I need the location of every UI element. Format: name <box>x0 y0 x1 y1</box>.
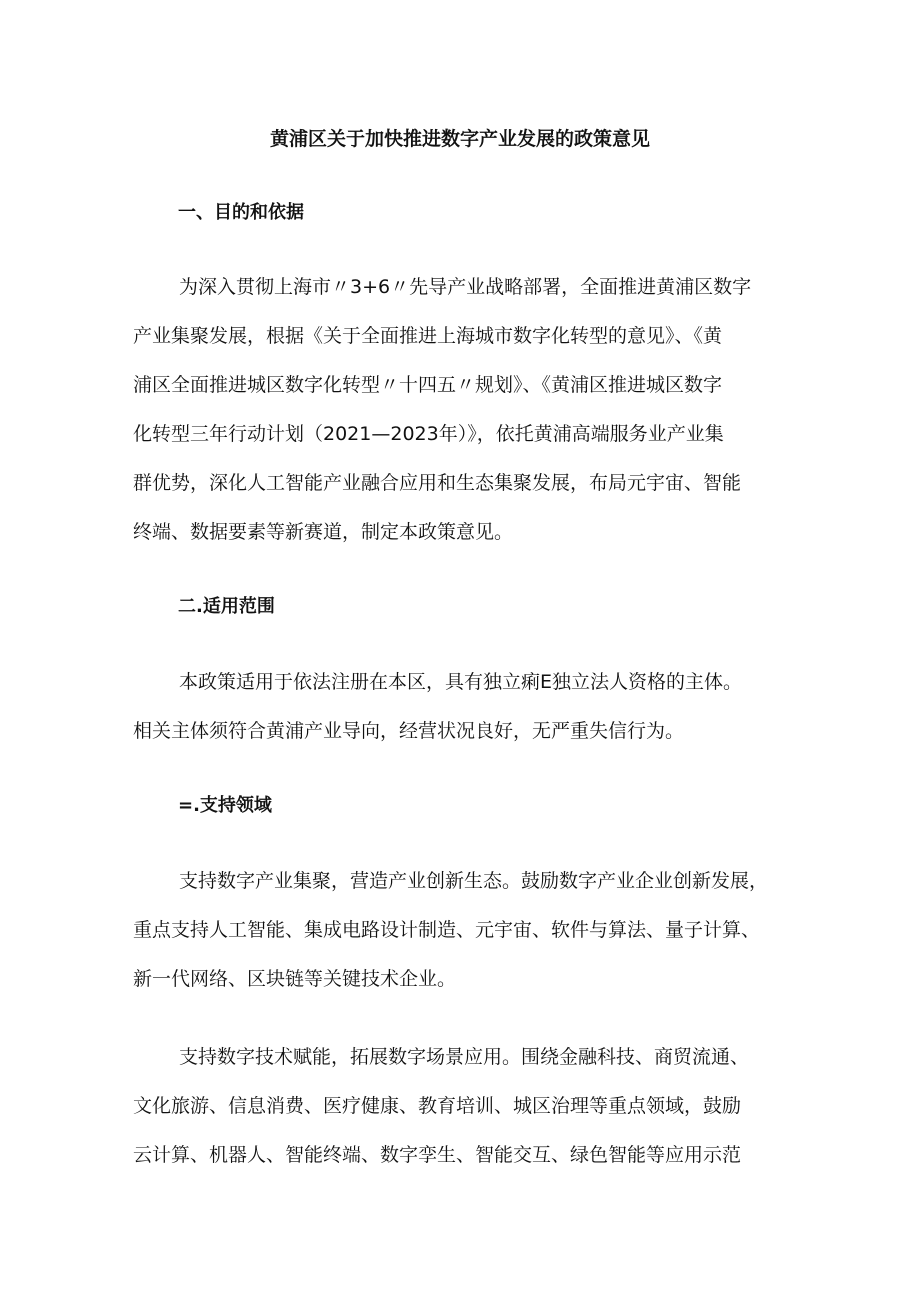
paragraph-line: 文化旅游、信息消费、医疗健康、教育培训、城区治理等重点领域，鼓励 <box>133 1095 742 1117</box>
paragraph-line: 相关主体须符合黄浦产业导向，经营状况良好，无严重失信行为。 <box>133 720 685 742</box>
document-title: 黄浦区关于加快推进数字产业发展的政策意见 <box>269 128 650 150</box>
paragraph-line: 重点支持人工智能、集成电路设计制造、元宇宙、软件与算法、量子计算、 <box>133 919 761 941</box>
paragraph-line: 浦区全面推进城区数字化转型〃十四五〃规划》、《黄浦区推进城区数字 <box>133 374 723 396</box>
paragraph-line: 产业集聚发展，根据《关于全面推进上海城市数字化转型的意见》、《黄 <box>133 325 723 347</box>
paragraph-line: 化转型三年行动计划（2021—2023年）》，依托黄浦高端服务业产业集 <box>133 423 724 445</box>
paragraph-line: 云计算、机器人、智能终端、数字孪生、智能交互、绿色智能等应用示范 <box>133 1144 742 1166</box>
paragraph-purpose <box>133 263 813 557</box>
paragraph-support-industry <box>133 857 813 1004</box>
paragraph-line: 群优势，深化人工智能产业融合应用和生态集聚发展，布局元宇宙、智能 <box>133 472 742 494</box>
paragraph-line: 新一代网络、区块链等关键技术企业。 <box>133 968 457 990</box>
paragraph-line: 支持数字技术赋能，拓展数字场景应用。围绕金融科技、商贸流通、 <box>179 1046 750 1068</box>
paragraph-line: 本政策适用于依法注册在本区，具有独立痢E独立法人资格的主体。 <box>179 671 743 693</box>
section-heading-scope: 二.适用范围 <box>178 596 275 617</box>
section-heading-purpose: 一、目的和依据 <box>178 202 304 223</box>
paragraph-support-technology <box>133 1033 813 1180</box>
section-heading-support-areas: =.支持领域 <box>178 795 272 816</box>
paragraph-line: 支持数字产业集聚，营造产业创新生态。鼓励数字产业企业创新发展， <box>179 870 769 892</box>
paragraph-line: 终端、数据要素等新赛道，制定本政策意见。 <box>133 521 514 543</box>
paragraph-scope <box>133 658 813 756</box>
paragraph-line: 为深入贯彻上海市〃3+6〃先导产业战略部署，全面推进黄浦区数字 <box>179 276 752 298</box>
